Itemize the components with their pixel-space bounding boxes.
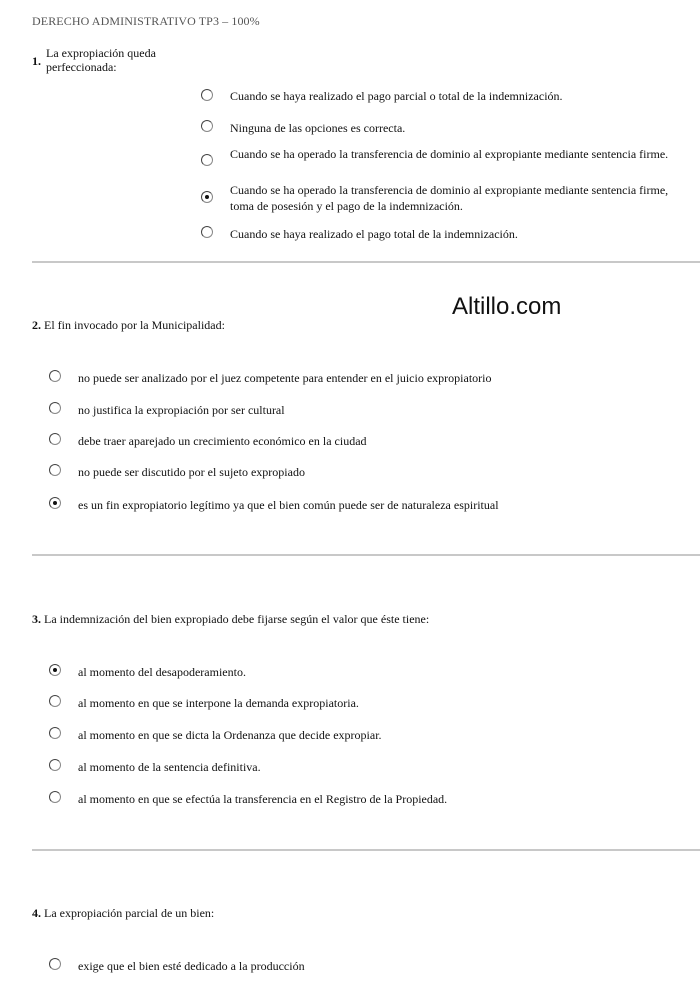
question-number: 2. xyxy=(32,318,41,332)
option-label: al momento en que se dicta la Ordenanza que decide expropiar. xyxy=(78,728,382,742)
question-text: El fin invocado por la Municipalidad: xyxy=(44,318,225,332)
option-label: Cuando se ha operado la transferencia de dominio al expropiante mediante sentencia firme. xyxy=(230,147,669,161)
radio-button[interactable] xyxy=(201,120,213,132)
radio-button[interactable] xyxy=(49,464,61,476)
option-label: al momento del desapoderamiento. xyxy=(78,665,246,679)
option-label: al momento en que se interpone la demanda expropiatoria. xyxy=(78,696,359,710)
question-2-title xyxy=(32,318,225,333)
option-label: no justifica la expropiación por ser cultural xyxy=(78,403,285,417)
question-3-title xyxy=(32,612,429,627)
radio-button[interactable] xyxy=(49,791,61,803)
divider xyxy=(32,849,700,851)
watermark: Altillo.com xyxy=(452,293,562,320)
option-label: Cuando se ha operado la transferencia de dominio al expropiante mediante sentencia firme, toma de posesión y el pago de la indemnización. xyxy=(230,183,669,213)
option-label: Ninguna de las opciones es correcta. xyxy=(230,121,406,135)
radio-button[interactable] xyxy=(49,727,61,739)
question-text: La expropiación queda perfeccionada: xyxy=(46,46,156,74)
option-label: es un fin expropiatorio legítimo ya que el bien común puede ser de naturaleza espiritual xyxy=(78,498,499,512)
radio-button[interactable] xyxy=(201,89,213,101)
option-label: al momento en que se efectúa la transferencia en el Registro de la Propiedad. xyxy=(78,792,448,806)
radio-button[interactable] xyxy=(49,958,61,970)
question-number: 1. xyxy=(32,54,41,68)
radio-button[interactable] xyxy=(49,759,61,771)
option-label: al momento de la sentencia definitiva. xyxy=(78,760,261,774)
question-number: 3. xyxy=(32,612,41,626)
radio-button[interactable] xyxy=(49,433,61,445)
radio-button-selected[interactable] xyxy=(49,664,61,676)
question-number: 4. xyxy=(32,906,41,920)
radio-button[interactable] xyxy=(49,370,61,382)
divider xyxy=(32,554,700,556)
option-label: Cuando se haya realizado el pago parcial o total de la indemnización. xyxy=(230,89,563,103)
question-text: La expropiación parcial de un bien: xyxy=(44,906,215,920)
option-label: exige que el bien esté dedicado a la producción xyxy=(78,959,305,973)
radio-button[interactable] xyxy=(201,154,213,166)
option-label: no puede ser analizado por el juez competente para entender en el juicio expropiatorio xyxy=(78,371,492,385)
radio-button-selected[interactable] xyxy=(49,497,61,509)
radio-button[interactable] xyxy=(49,402,61,414)
divider xyxy=(32,261,700,263)
radio-button[interactable] xyxy=(49,695,61,707)
option-label: Cuando se haya realizado el pago total de la indemnización. xyxy=(230,227,518,241)
radio-button-selected[interactable] xyxy=(201,191,213,203)
page-title: DERECHO ADMINISTRATIVO TP3 – 100% xyxy=(32,14,260,28)
option-label: debe traer aparejado un crecimiento económico en la ciudad xyxy=(78,434,367,448)
option-label: no puede ser discutido por el sujeto expropiado xyxy=(78,465,305,479)
question-text: La indemnización del bien expropiado debe fijarse según el valor que éste tiene: xyxy=(44,612,430,626)
radio-button[interactable] xyxy=(201,226,213,238)
question-4-title xyxy=(32,906,214,921)
